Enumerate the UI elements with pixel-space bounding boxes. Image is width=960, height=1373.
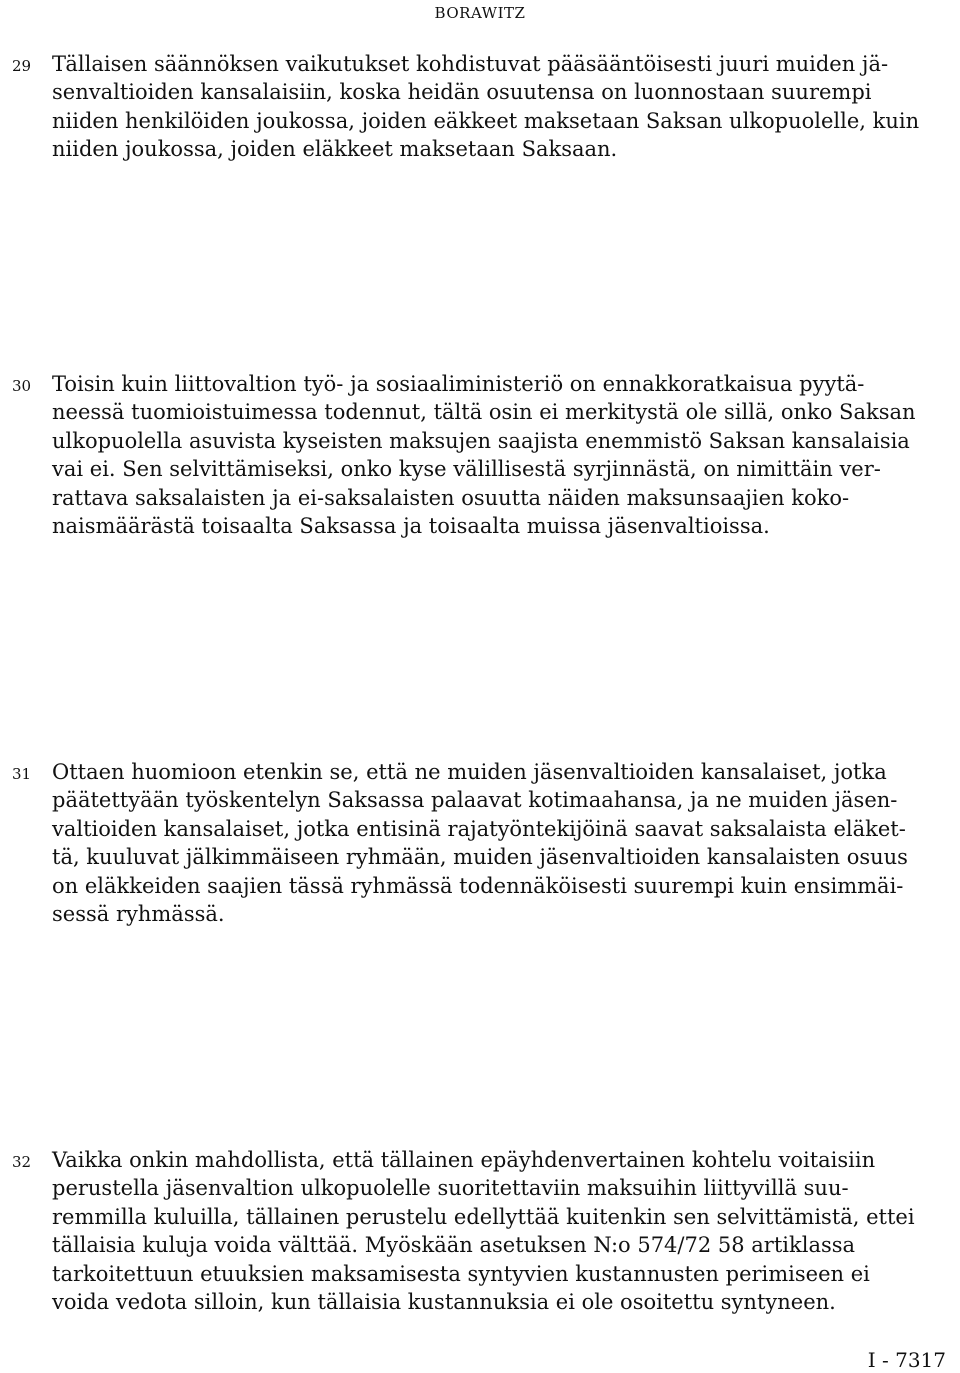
paragraph-number: 31 bbox=[12, 765, 32, 783]
paragraph-text: Toisin kuin liittovaltion työ- ja sosiaaliministeriö on ennakkoratkaisua pyytä- neessä tuomioistuimessa todennut, tältä osin ei merkitystä ole sillä, onko Saksan ulkopuolella asuvista kyseisten maksujen saajista enemmistö Saksan kansalaisia vai ei. Sen selvittämiseksi, onko kyse välillisestä syrjinnästä, on nimittäin ver- rattava saksalaisten ja ei-saksalaisten osuutta näiden maksunsaajien koko- naismäärästä toisaalta Saksassa ja toisaalta muissa jäsenvaltioissa. bbox=[52, 372, 916, 539]
page-number: I - 7317 bbox=[867, 1348, 946, 1372]
paragraph-number: 29 bbox=[12, 57, 32, 75]
paragraph-text: Tällaisen säännöksen vaikutukset kohdistuvat pääsääntöisesti juuri muiden jä- senvaltioiden kansalaisiin, koska heidän osuutensa on luonnostaan suurempi niiden henkilöiden joukossa, joiden eäkkeet maksetaan Saksan ulkopuolelle, kuin niiden joukossa, joiden eläkkeet maksetaan Saksaan. bbox=[52, 52, 920, 162]
paragraph-text: Ottaen huomioon etenkin se, että ne muiden jäsenvaltioiden kansalaiset, jotka päätettyään työskentelyn Saksassa palaavat kotimaahansa, ja ne muiden jäsen- valtioiden kansalaiset, jotka entisinä rajatyöntekijöinä saavat saksalaista eläket- tä, kuuluvat jälkimmäiseen ryhmään, muiden jäsenvaltioiden kansalaisten osuus on eläkkeiden saajien tässä ryhmässä todennäköisesti suurempi kuin ensimmäi- sessä ryhmässä. bbox=[52, 760, 908, 927]
paragraph-number: 30 bbox=[12, 377, 32, 395]
paragraph-30 bbox=[0, 370, 960, 540]
paragraph-number: 32 bbox=[12, 1153, 32, 1171]
paragraph-31 bbox=[0, 758, 960, 928]
paragraph-32 bbox=[0, 1146, 960, 1316]
paragraph-text: Vaikka onkin mahdollista, että tällainen epäyhdenvertainen kohtelu voitaisiin perustella jäsenvaltion ulkopuolelle suoritettaviin maksuihin liittyvillä suu- remmilla kuluilla, tällainen perustelu edellyttää kuitenkin sen selvittämistä, ettei tällaisia kuluja voida välttää. Myöskään asetuksen N:o 574/72 58 artiklassa tarkoitettuun etuuksien maksamisesta syntyvien kustannusten perimiseen ei voida vedota silloin, kun tällaisia kustannuksia ei ole osoitettu syntyneen. bbox=[52, 1148, 915, 1315]
paragraph-29 bbox=[0, 50, 960, 164]
running-header: BORAWITZ bbox=[434, 4, 526, 22]
